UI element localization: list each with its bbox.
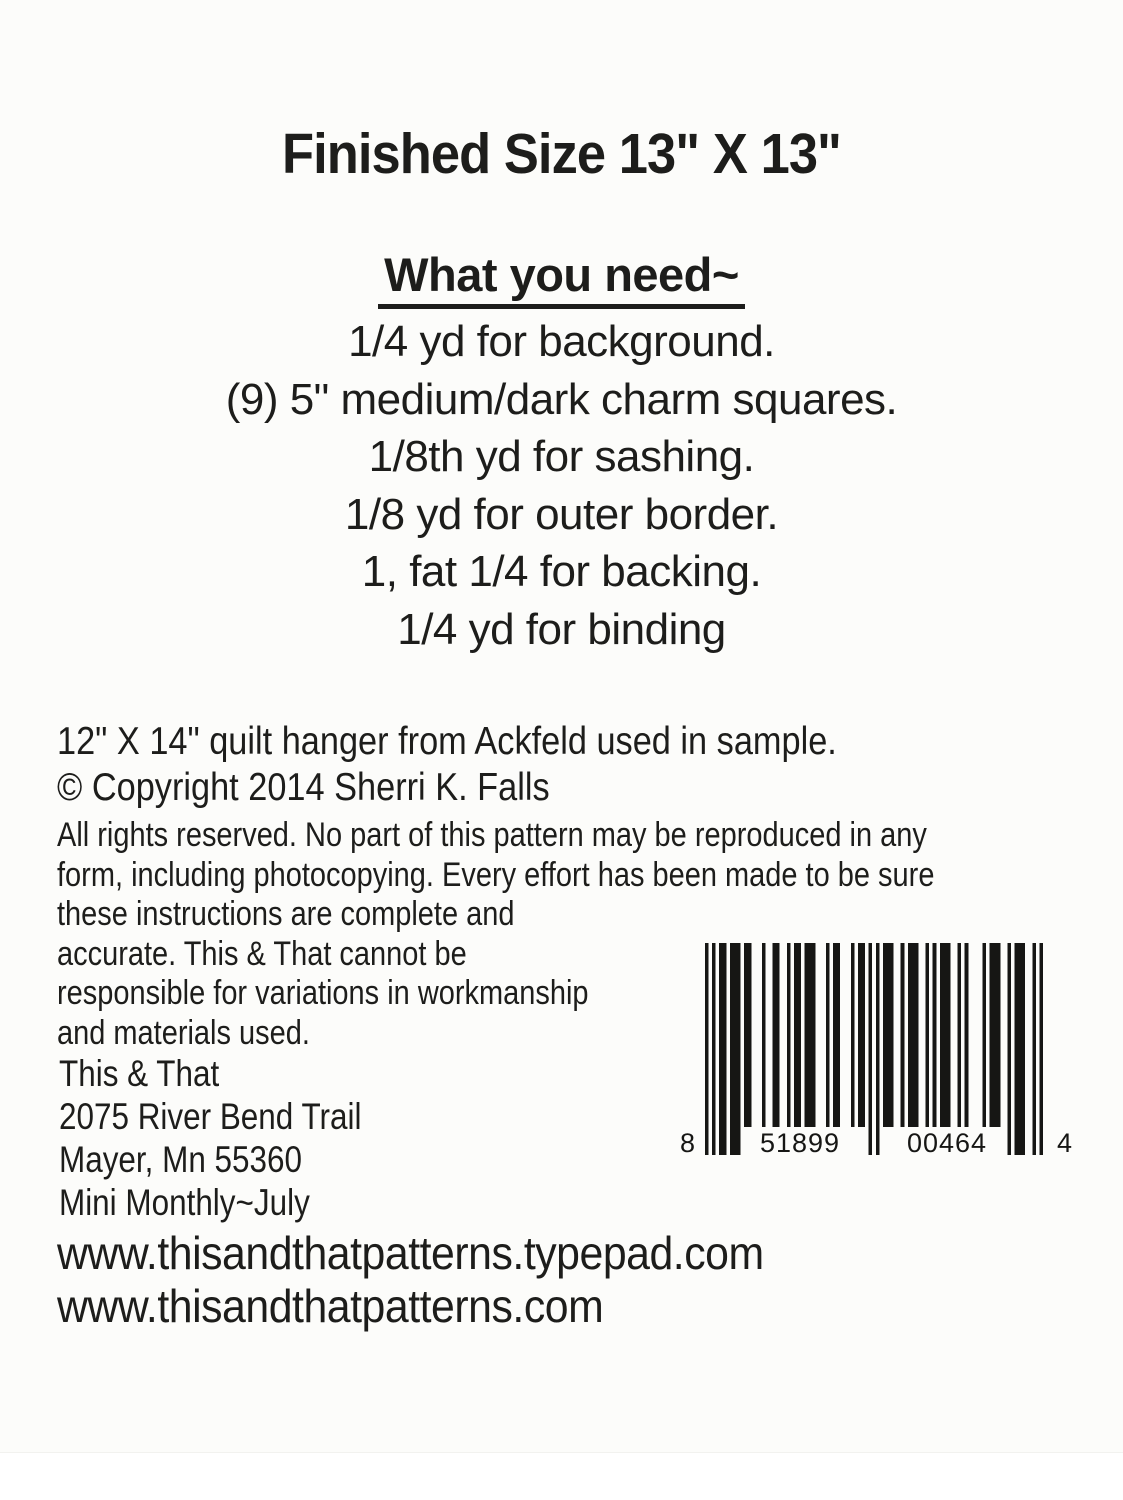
website-typepad-url: www.thisandthatpatterns.typepad.com	[57, 1227, 764, 1279]
page-title: Finished Size 13" X 13"	[281, 122, 842, 186]
upc-barcode	[680, 943, 1090, 1168]
rights-line: responsible for variations in workmanship	[57, 974, 589, 1012]
website-main-url: www.thisandthatpatterns.com	[57, 1280, 604, 1332]
materials-item: 1/8th yd for sashing.	[368, 432, 755, 481]
scan-edge-band	[0, 1452, 1123, 1500]
barcode-digit-left: 8	[680, 1128, 697, 1158]
barcode-bars	[705, 943, 1043, 1155]
rights-line: and materials used.	[57, 1013, 310, 1052]
publisher-name: This & That	[59, 1053, 220, 1094]
materials-list	[0, 313, 1123, 658]
barcode-digits-group1: 51899	[759, 1128, 841, 1158]
materials-item: 1/4 yd for binding	[397, 604, 726, 654]
materials-item: (9) 5" medium/dark charm squares.	[225, 374, 898, 424]
rights-line: form, including photocopying. Every effort has been made to be sure	[57, 855, 935, 894]
rights-line: All rights reserved. No part of this pattern may be reproduced in any	[57, 816, 927, 854]
materials-item: 1/4 yd for background.	[348, 317, 775, 366]
barcode-digit-right: 4	[1057, 1128, 1074, 1158]
copyright-line: © Copyright 2014 Sherri K. Falls	[57, 766, 550, 809]
publisher-address-line2: Mayer, Mn 55360	[59, 1139, 303, 1180]
publisher-address-line1: 2075 River Bend Trail	[59, 1096, 362, 1137]
publisher-block	[59, 1052, 361, 1224]
materials-item: 1/8 yd for outer border.	[344, 489, 779, 539]
materials-heading	[0, 247, 1123, 309]
barcode-digits-group2: 00464	[906, 1128, 988, 1158]
rights-line: these instructions are complete and	[57, 895, 515, 933]
publisher-series: Mini Monthly~July	[59, 1182, 310, 1223]
rights-line: accurate. This & That cannot be	[57, 934, 467, 973]
hanger-note: 12" X 14" quilt hanger from Ackfeld used in sample.	[57, 720, 837, 763]
materials-item: 1, fat 1/4 for backing.	[361, 547, 762, 596]
materials-heading-text: What you need~	[378, 247, 745, 309]
